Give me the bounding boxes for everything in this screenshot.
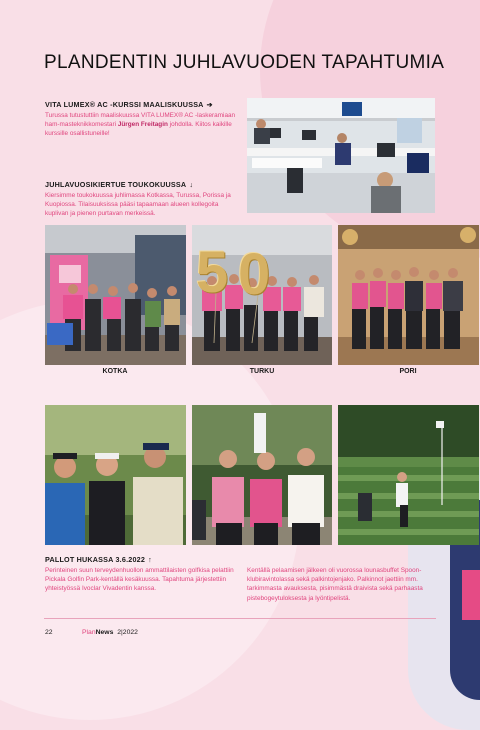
balloon-digit-five: 5 [196,240,229,305]
photo-pori [338,225,479,365]
page-title: PLANDENTIN JUHLAVUODEN TAPAHTUMIA [44,52,445,73]
section-title-text: VITA LUMEX® AC -KURSSI MAALISKUUSSA [45,100,204,109]
section-title-lumex [45,100,213,109]
photo-golf-group [45,405,186,545]
photo-caption-kotka: KOTKA [102,368,128,375]
photo-caption-turku: TURKU [249,368,275,375]
photo-caption-pori: PORI [399,368,417,375]
section-body-golf-left: Perinteinen suun terveydenhuollon ammattilaisten golfkisa pelattiin Pickala Golfin Park-kentällä kesäkuussa. Tapahtuma järjestettiin yhteistyössä Ivoclar Vivadentin kanssa. [45,567,234,593]
decorative-edge-shape [462,570,480,620]
photo-golf-course [338,405,479,545]
section-title-tour [45,180,193,189]
magazine-brand: PlanNews 2|2022 [82,629,138,636]
section-body-golf-right: Kentällä pelaamisen jälkeen oli vuorossa lounasbuffet Spoon-klubiravintolassa sekä palkintojenjako. Palkinnot jaettiin mm. tarkimmasta avauksesta, pisimmästä draivista sekä parhaasta pistebogeytuloksesta ja lyöntipelistä. [247,567,423,602]
arrow-right-icon: ➔ [206,100,213,109]
photo-golf-women [192,405,332,545]
photo-turku [192,225,332,365]
footer-divider [44,618,436,619]
arrow-up-icon: ↑ [148,555,152,564]
section-title-golf [45,555,152,564]
balloon-digit-zero: 0 [238,242,271,307]
section-body-tour: Kiersimme toukokuussa juhlimassa Kotkassa, Turussa, Porissa ja Kuopiossa. Tilaisuuksissa pääsi tapaamaan alueen kollegoita kuplivan ja pienen purtavan merkeissä. [45,192,231,218]
section-title-text: JUHLAVUOSIKIERTUE TOUKOKUUSSA [45,180,187,189]
photo-kotka [45,225,186,365]
section-body-lumex: Turussa tutustuttiin maaliskuussa VITA LUMEX® AC -laskeramiaan ham-masteknikkomestari Jürgen Freitagin johdolla. Kiitos kaikille kurssille osallistuneille! [45,112,236,138]
issue-number: 2|2022 [117,629,138,636]
photo-lumex-course [247,98,435,213]
page-number: 22 [45,629,53,636]
section-title-text: PALLOT HUKASSA 3.6.2022 [45,555,146,564]
instructor-name: Jürgen Freitagin [117,121,168,129]
arrow-down-icon: ↓ [189,180,194,189]
